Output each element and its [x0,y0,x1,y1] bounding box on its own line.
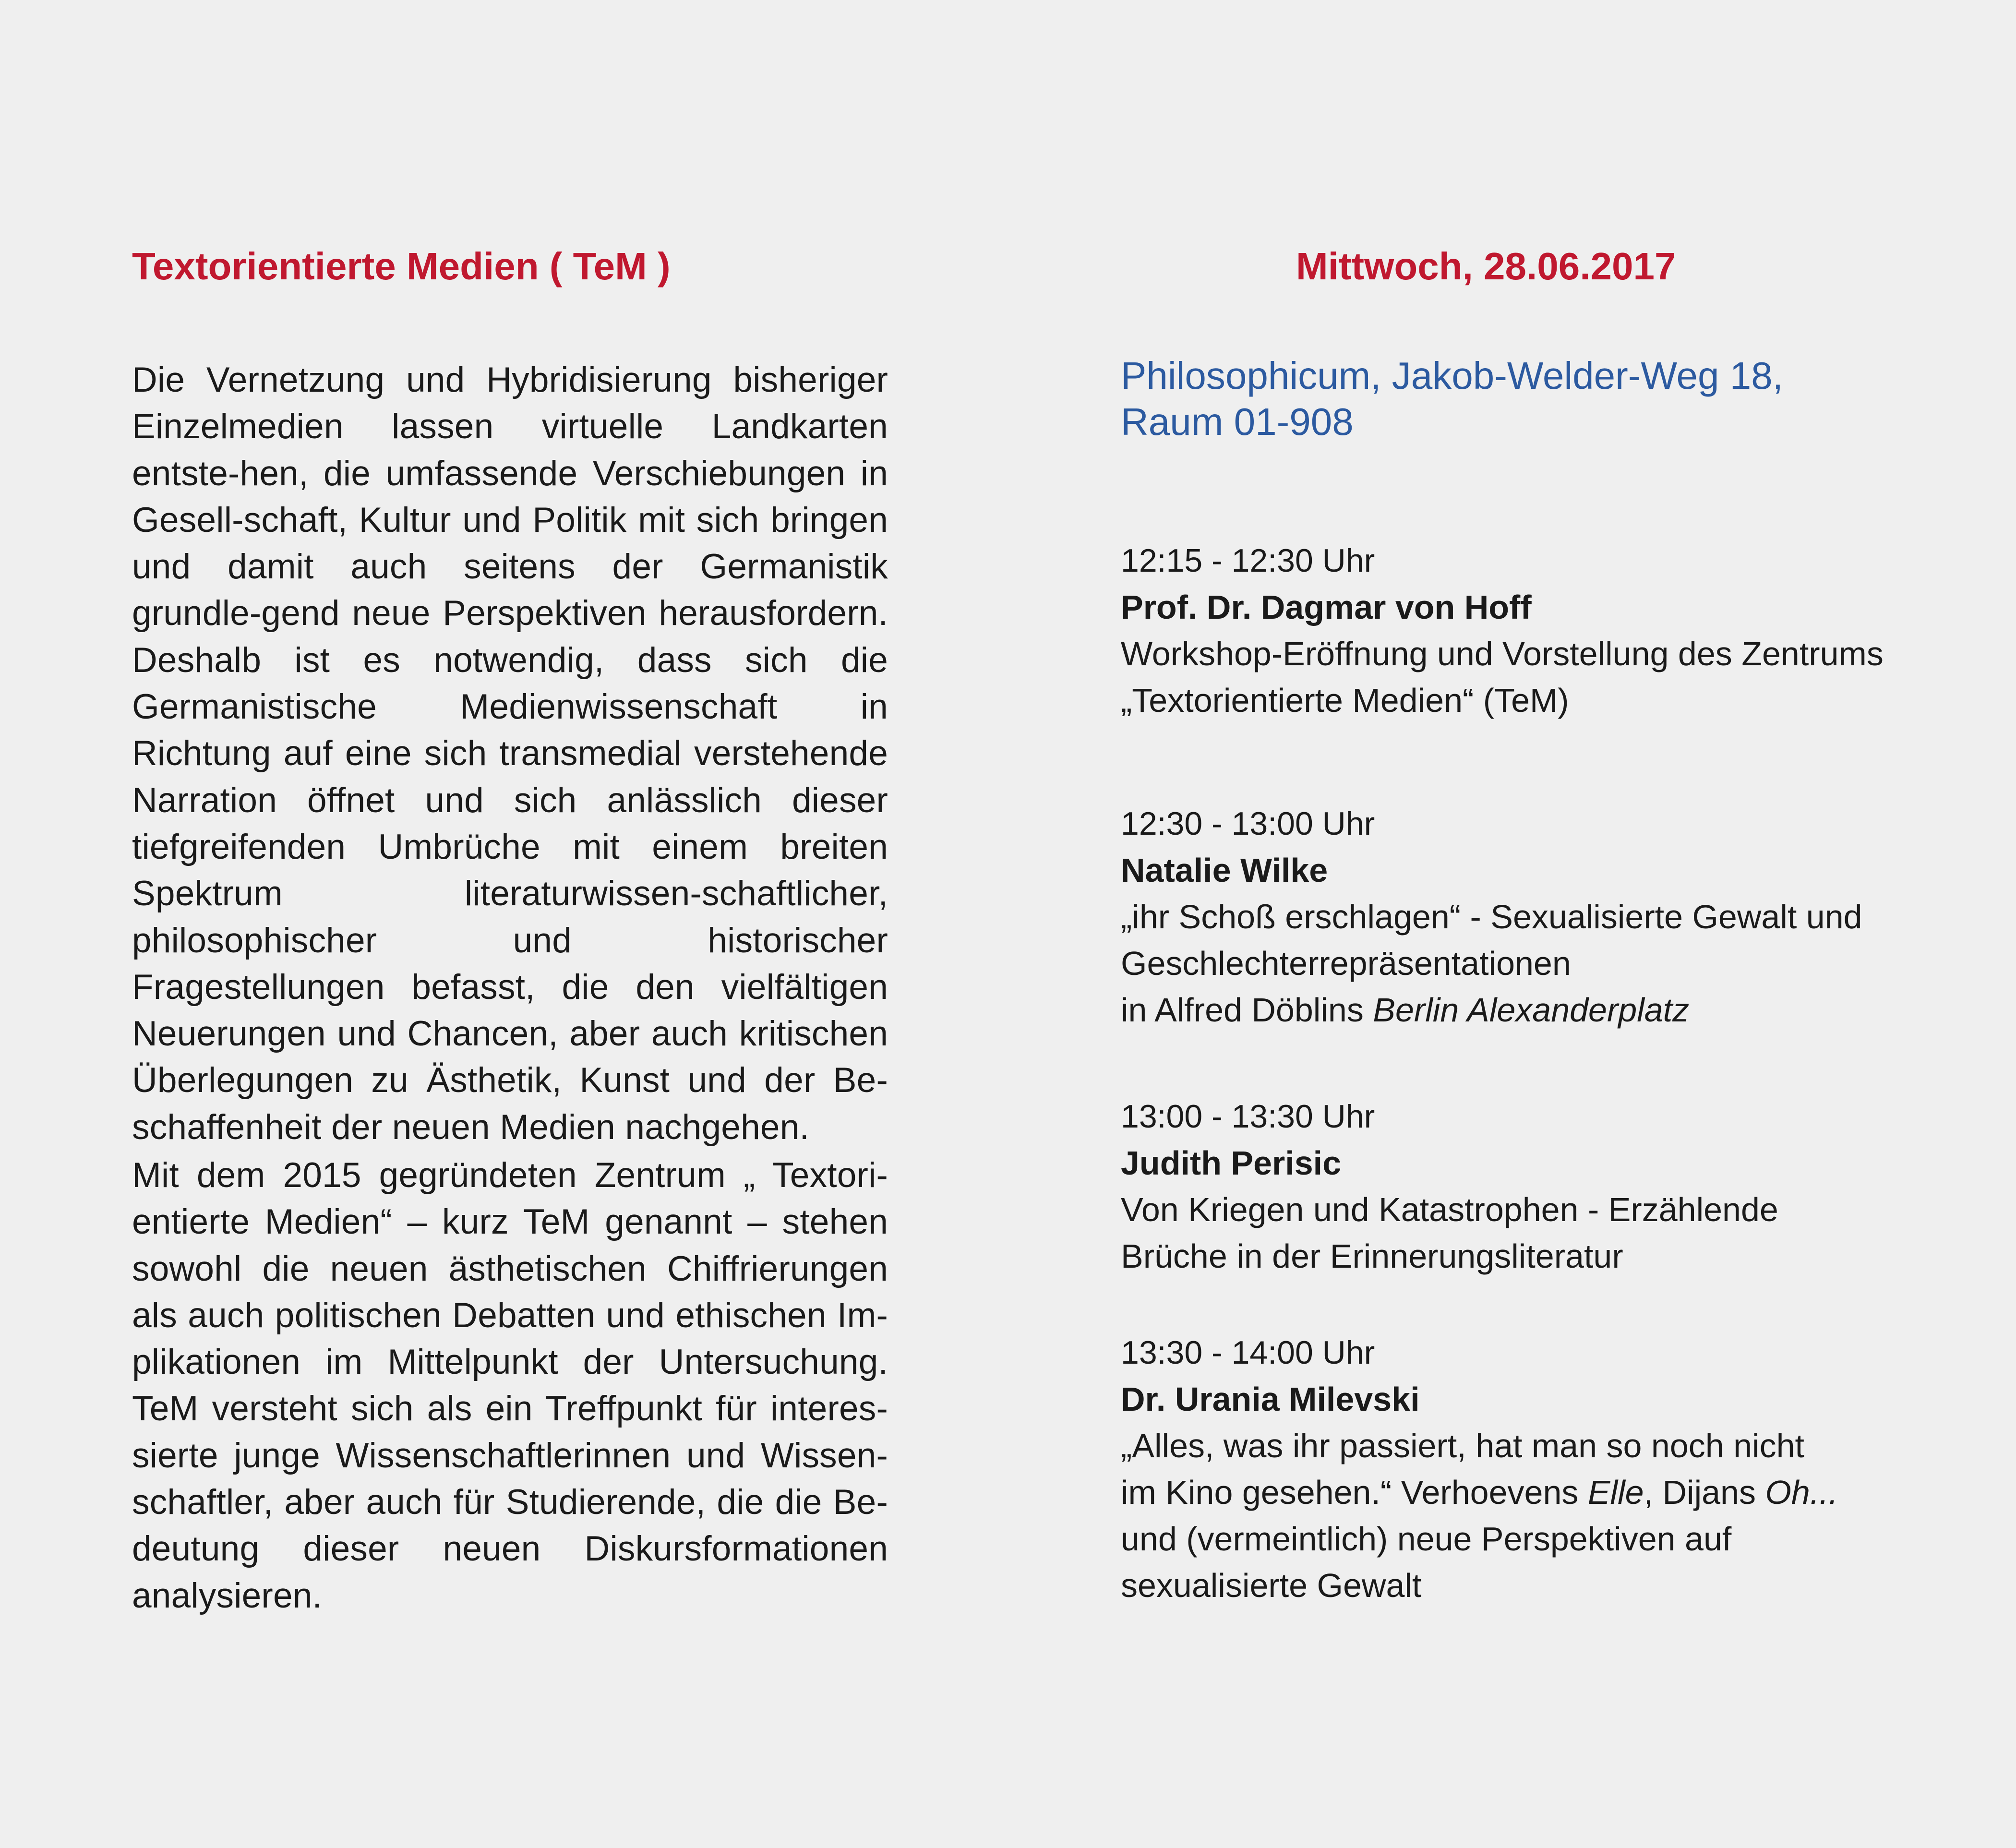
work-title: Elle [1587,1474,1644,1511]
section-heading: Textorientierte Medien ( TeM ) [132,245,671,288]
program-slot [1121,801,1961,1033]
venue-address: Philosophicum, Jakob-Welder-Weg 18, [1121,354,1783,397]
date-heading: Mittwoch, 28.06.2017 [1296,245,1676,288]
work-title: Oh... [1765,1474,1838,1511]
slot-speaker: Judith Perisic [1121,1144,1342,1182]
slot-title-line: Geschlechterrepräsentationen [1121,945,1571,982]
slot-title-text: in Alfred Döblins [1121,991,1373,1029]
left-column [132,240,888,1615]
slot-title-line: „Textorientierte Medien“ (TeM) [1121,682,1569,719]
slot-speaker: Natalie Wilke [1121,852,1328,889]
slot-title-line: sexualisierte Gewalt [1121,1567,1422,1604]
slot-title-line: Brüche in der Erinnerungsliteratur [1121,1237,1623,1275]
slot-time: 13:30 - 14:00 Uhr [1121,1334,1375,1371]
slot-time: 13:00 - 13:30 Uhr [1121,1098,1375,1135]
venue-room: Raum 01-908 [1121,400,1354,443]
slot-title-text: im Kino gesehen.“ Verhoevens [1121,1474,1588,1511]
slot-speaker: Dr. Urania Milevski [1121,1380,1420,1418]
slot-title-line: Workshop-Eröffnung und Vorstellung des Zentrums [1121,635,1884,672]
slot-title-line: „Alles, was ihr passiert, hat man so noch nicht [1121,1427,1804,1464]
slot-title-text: , Dijans [1644,1474,1765,1511]
slot-time: 12:30 - 13:00 Uhr [1121,805,1375,842]
program-slot [1121,1330,1961,1609]
intro-paragraph: Die Vernetzung und Hybridisierung bisheriger Einzelmedien lassen virtuelle Landkarten entste-hen, die umfassende Verschiebungen in Gesell-schaft, Kultur und Politik mit sich bringen und damit auch seitens der Germanistik grundle-gend neue Perspektiven herausfordern. Deshalb ist es notwendig, dass sich die Germanistische Medienwissenschaft in Richtung auf eine sich transmedial verstehende Narration öffnet und sich anlässlich dieser tiefgreifenden Umbrüche mit einem breiten Spektrum literaturwissen-schaftlicher, philosophischer und historischer Fragestellungen befasst, die den vielfältigen Neuerungen und Chancen, aber auch kritischen Überlegungen zu Ästhetik, Kunst und der Be-schaffenheit der neuen Medien nachgehen. [132,360,888,1147]
slot-time: 12:15 - 12:30 Uhr [1121,542,1375,579]
slot-title-line [1121,987,1961,1033]
slot-title-line: Von Kriegen und Katastrophen - Erzählende [1121,1191,1778,1228]
slot-speaker: Prof. Dr. Dagmar von Hoff [1121,588,1532,626]
program-slot [1121,1093,1961,1280]
slot-title-line: „ihr Schoß erschlagen“ - Sexualisierte Gewalt und [1121,898,1862,936]
center-paragraph: Mit dem 2015 gegründeten Zentrum „ Textori-entierte Medien“ – kurz TeM genannt – stehen sowohl die neuen ästhetischen Chiffrierungen als auch politischen Debatten und ethischen Im-plikationen im Mittelpunkt der Untersuchung. TeM versteht sich als ein Treffpunkt für interes-sierte junge Wissenschaftlerinnen und Wissen-schaftler, aber auch für Studierende, die die Be-deutung dieser neuen Diskursformationen analysieren. [132,1156,888,1615]
venue [1121,353,1783,445]
program-slot [1121,538,1961,724]
work-title: Berlin Alexanderplatz [1373,991,1690,1029]
slot-title-line [1121,1469,1961,1516]
slot-title-line: und (vermeintlich) neue Perspektiven auf [1121,1520,1732,1558]
